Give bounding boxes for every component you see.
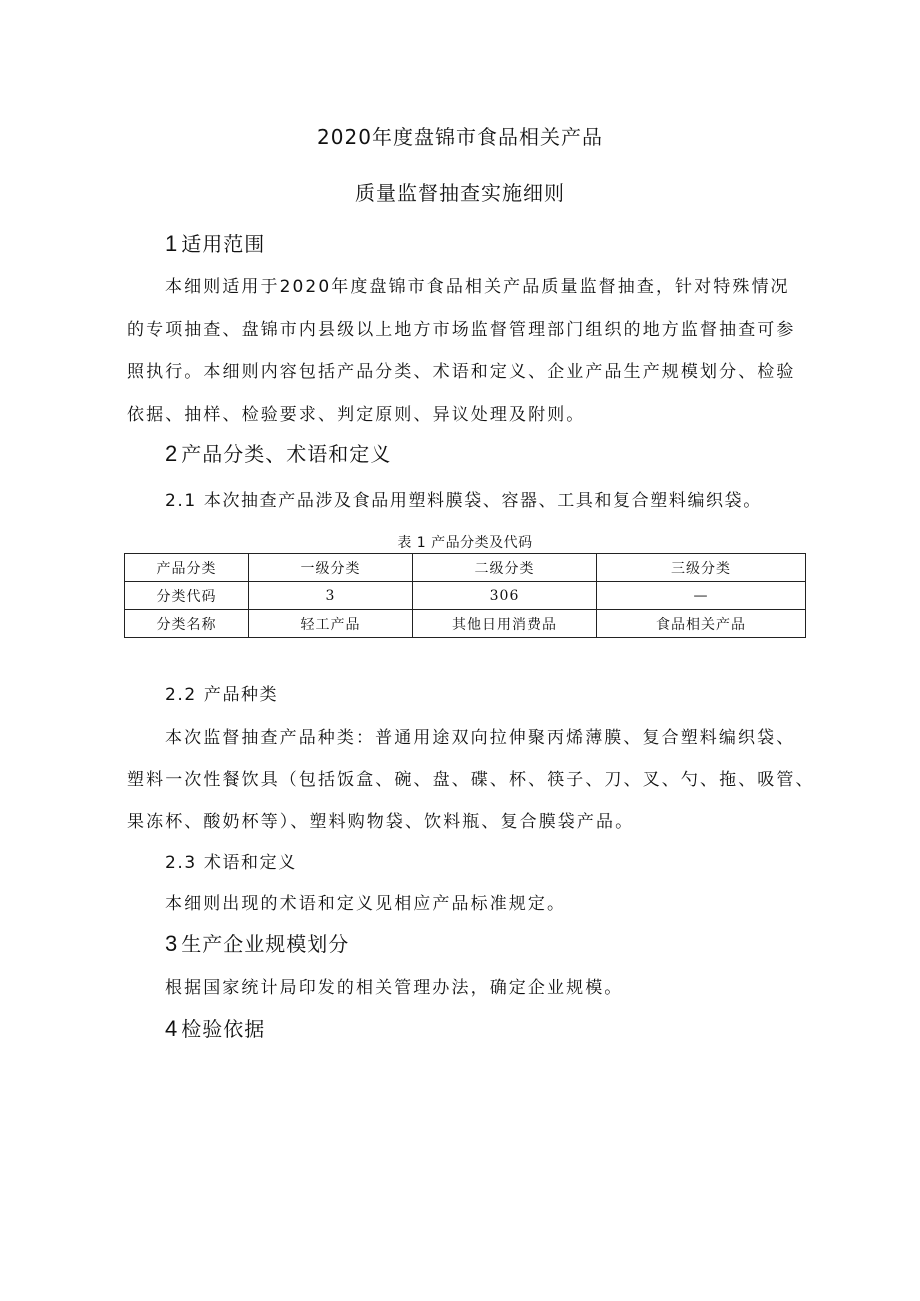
section-3-heading — [165, 928, 349, 957]
product-classification-table — [124, 553, 806, 638]
paragraph-2-2-line-1: 本次监督抽查产品种类：普通用途双向拉伸聚丙烯薄膜、复合塑料编织袋、 — [165, 728, 796, 748]
table-cell: 3 — [249, 582, 413, 610]
section-1-line-4: 依据、抽样、检验要求、判定原则、异议处理及附则。 — [127, 405, 586, 425]
table-row — [125, 582, 806, 610]
section-2-heading — [165, 438, 391, 467]
paragraph-2-1: 2.1 本次抽查产品涉及食品用塑料膜袋、容器、工具和复合塑料编织袋。 — [165, 491, 762, 511]
table-header-row — [125, 554, 806, 582]
table-cell: 食品相关产品 — [597, 610, 806, 638]
table-row — [125, 610, 806, 638]
table-cell: 306 — [413, 582, 597, 610]
section-1-heading — [165, 228, 265, 257]
table-header-cell: 三级分类 — [597, 554, 806, 582]
section-1-line-3: 照执行。本细则内容包括产品分类、术语和定义、企业产品生产规模划分、检验 — [127, 362, 796, 382]
table-caption: 表 1 产品分类及代码 — [397, 535, 533, 551]
table-header-cell: 一级分类 — [249, 554, 413, 582]
paragraph-2-3: 本细则出现的术语和定义见相应产品标准规定。 — [165, 894, 567, 914]
table-header-cell: 产品分类 — [125, 554, 249, 582]
section-1-line-1: 本细则适用于2020年度盘锦市食品相关产品质量监督抽查，针对特殊情况 — [165, 277, 790, 297]
table-cell: 分类代码 — [125, 582, 249, 610]
table-cell: — — [597, 582, 806, 610]
section-2-number: 2 — [165, 441, 179, 466]
section-4-heading — [165, 1013, 265, 1042]
section-1-title: 适用范围 — [181, 232, 266, 256]
document-title-line-1: 2020年度盘锦市食品相关产品 — [317, 125, 603, 149]
heading-2-3: 2.3 术语和定义 — [165, 853, 297, 873]
section-3-paragraph: 根据国家统计局印发的相关管理办法，确定企业规模。 — [165, 978, 624, 998]
section-4-number: 4 — [165, 1016, 179, 1041]
section-1-line-2: 的专项抽查、盘锦市内县级以上地方市场监督管理部门组织的地方监督抽查可参 — [127, 320, 796, 340]
section-3-number: 3 — [165, 931, 179, 956]
section-2-title: 产品分类、术语和定义 — [181, 442, 392, 466]
table-cell: 轻工产品 — [249, 610, 413, 638]
heading-2-2: 2.2 产品种类 — [165, 685, 279, 705]
section-3-title: 生产企业规模划分 — [181, 932, 350, 956]
paragraph-2-2-line-2: 塑料一次性餐饮具（包括饭盒、碗、盘、碟、杯、筷子、刀、叉、勺、拖、吸管、 — [127, 770, 815, 790]
paragraph-2-2-line-3: 果冻杯、酸奶杯等）、塑料购物袋、饮料瓶、复合膜袋产品。 — [127, 812, 635, 832]
table-cell: 其他日用消费品 — [413, 610, 597, 638]
section-1-number: 1 — [165, 231, 179, 256]
table-header-cell: 二级分类 — [413, 554, 597, 582]
document-title-line-2: 质量监督抽查实施细则 — [355, 181, 565, 205]
table-cell: 分类名称 — [125, 610, 249, 638]
section-4-title: 检验依据 — [181, 1017, 266, 1041]
